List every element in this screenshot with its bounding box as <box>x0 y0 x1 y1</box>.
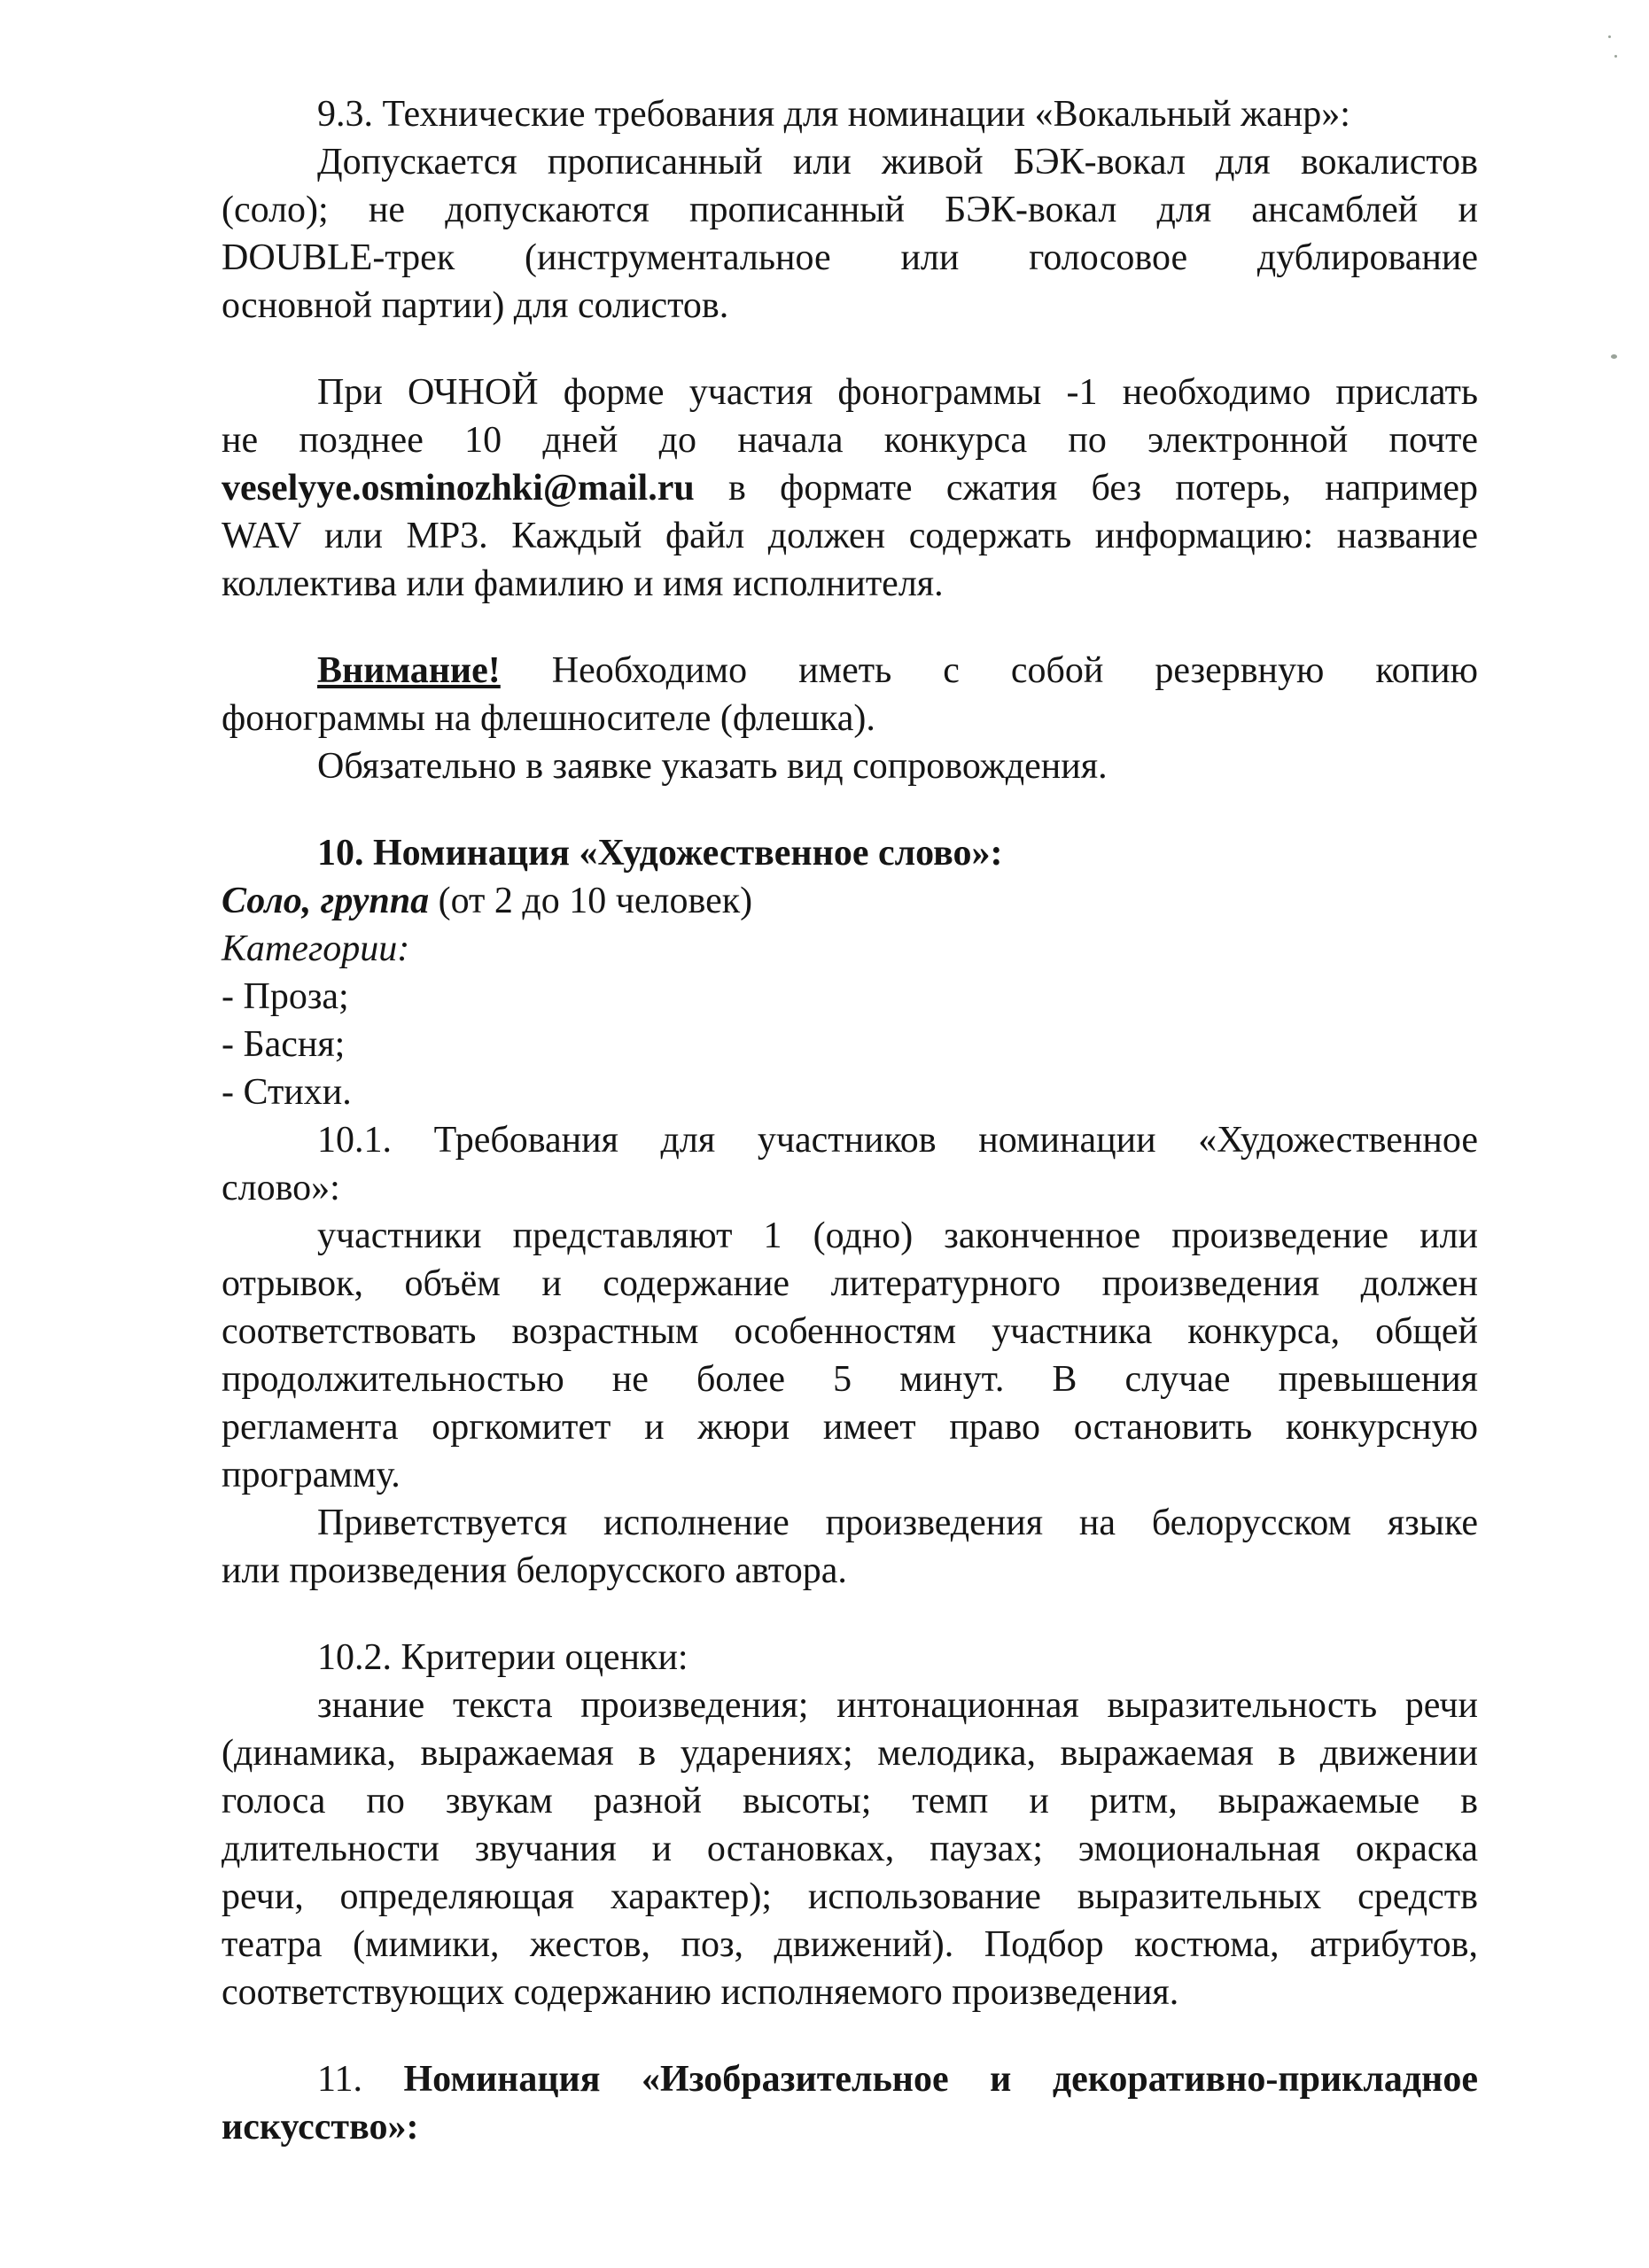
section-10-1-text-line: продолжительностью не более 5 минут. В случае превышения <box>222 1359 1478 1400</box>
section-11-number: 11. <box>317 2059 362 2100</box>
phonogram-text-fragment: в формате сжатия без потерь, например <box>694 468 1478 509</box>
categories-label: Категории: <box>222 928 410 969</box>
section-10-2-text-line: театра (мимики, жестов, поз, движений). Подбор костюма, атрибутов, <box>222 1924 1478 1965</box>
solo-group-label: Соло, группа <box>222 881 430 921</box>
section-10-1-text-line: отрывок, объём и содержание литературного произведения должен <box>222 1263 1478 1304</box>
section-10-1-text-line: участники представляют 1 (одно) законченное произведение или <box>317 1216 1478 1256</box>
section-9-3-text-line: основной партии) для солистов. <box>222 285 729 326</box>
section-10-2-text-line: голоса по звукам разной высоты; темп и ритм, выражаемые в <box>222 1781 1478 1821</box>
section-10-1-text-line: регламента оргкомитет и жюри имеет право остановить конкурсную <box>222 1407 1478 1448</box>
contact-email: veselyye.osminozhki@mail.ru <box>222 468 695 509</box>
category-item: - Проза; <box>222 976 349 1017</box>
section-10-1-text-line: соответствовать возрастным особенностям участника конкурса, общей <box>222 1311 1478 1352</box>
solo-group-text: (от 2 до 10 человек) <box>429 881 753 921</box>
section-10-2-text-line: знание текста произведения; интонационная выразительность речи <box>317 1685 1478 1726</box>
section-10-2-text-line: речи, определяющая характер); использование выразительных средств <box>222 1876 1478 1917</box>
attention-line <box>317 647 1478 695</box>
section-10-1-text-line: программу. <box>222 1455 401 1495</box>
section-10-1-text-line: или произведения белорусского автора. <box>222 1550 847 1591</box>
section-11-title: Номинация «Изобразительное и декоративно-прикладное <box>362 2059 1478 2100</box>
section-10-2-text-line: (динамика, выражаемая в ударениях; мелодика, выражаемая в движении <box>222 1733 1478 1774</box>
section-10-2-text-line: длительности звучания и остановках, паузах; эмоциональная окраска <box>222 1829 1478 1869</box>
section-9-3-text-line: (соло); не допускаются прописанный БЭК-вокал для ансамблей и <box>222 190 1478 230</box>
section-10-2-text-line: соответствующих содержанию исполняемого произведения. <box>222 1972 1179 2013</box>
phonogram-email-line <box>222 464 1478 512</box>
section-9-3-heading: 9.3. Технические требования для номинации «Вокальный жанр»: <box>317 94 1350 135</box>
attention-text-fragment: Необходимо иметь с собой резервную копию <box>500 650 1478 691</box>
section-10-heading: 10. Номинация «Художественное слово»: <box>317 833 1003 874</box>
section-9-3-text-line: DOUBLE-трек (инструментальное или голосовое дублирование <box>222 237 1478 278</box>
phonogram-text-line: коллектива или фамилию и имя исполнителя. <box>222 563 944 604</box>
scan-speck <box>1608 35 1611 38</box>
section-10-1-heading-cont: слово»: <box>222 1168 340 1208</box>
section-10-1-text-line: Приветствуется исполнение произведения на белорусском языке <box>317 1503 1478 1543</box>
section-11-title-cont: искусство»: <box>222 2107 419 2148</box>
scan-speck <box>1611 354 1617 359</box>
phonogram-text-line: При ОЧНОЙ форме участия фонограммы -1 необходимо прислать <box>317 372 1478 413</box>
category-item: - Стихи. <box>222 1072 352 1113</box>
section-9-3-text-line: Допускается прописанный или живой БЭК-вокал для вокалистов <box>317 142 1478 183</box>
section-10-2-heading: 10.2. Критерии оценки: <box>317 1637 688 1678</box>
section-11-heading <box>317 2055 1478 2103</box>
attention-text-line: фонограммы на флешносителе (флешка). <box>222 698 875 739</box>
phonogram-text-line: WAV или MP3. Каждый файл должен содержать информацию: название <box>222 516 1478 556</box>
phonogram-text-line: не позднее 10 дней до начала конкурса по электронной почте <box>222 420 1478 461</box>
attention-text-line: Обязательно в заявке указать вид сопровождения. <box>317 746 1108 787</box>
solo-group-line <box>222 877 1478 925</box>
section-10-1-heading: 10.1. Требования для участников номинации «Художественное <box>317 1120 1478 1161</box>
scan-speck <box>1614 55 1617 58</box>
category-item: - Басня; <box>222 1024 346 1065</box>
attention-label: Внимание! <box>317 650 501 691</box>
